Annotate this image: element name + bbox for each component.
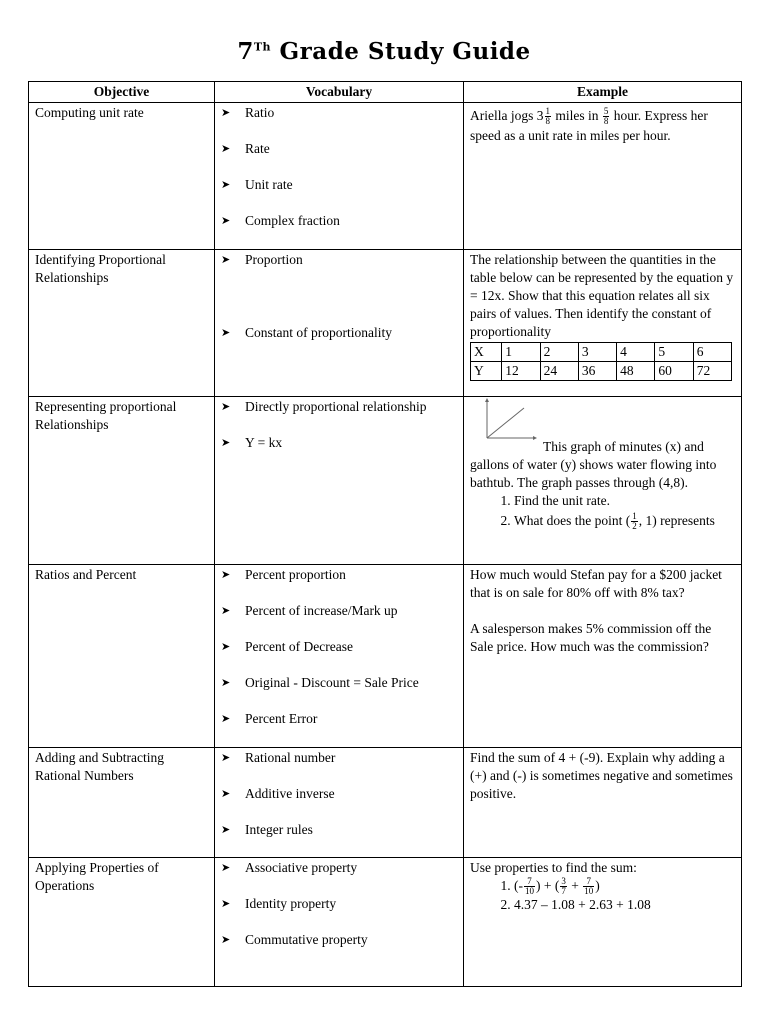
table-row (29, 250, 742, 397)
table-cell: 1 (502, 343, 540, 362)
objective-cell: Ratios and Percent (29, 565, 215, 748)
table-cell: 36 (578, 362, 616, 381)
header-row (29, 82, 742, 103)
vocab-item: ➤ Constant of proportionality (221, 324, 457, 342)
page-title: 7Th Grade Study Guide (237, 38, 531, 65)
question-item: 2. What does the point ( $\frac{1}{2}$ , 1) represents (514, 512, 735, 531)
y-row (471, 362, 732, 381)
table-row (29, 397, 742, 565)
example-header: Example (464, 82, 742, 103)
vocab-item: ➤ Directly proportional relationship (221, 398, 457, 416)
table-cell: 60 (655, 362, 693, 381)
table-cell: 3 (578, 343, 616, 362)
example-text: Use properties to find the sum: (470, 860, 637, 875)
fraction: $\frac{7}{10}$ (525, 876, 534, 897)
x-row (471, 343, 732, 362)
vocab-item: ➤ Original - Discount = Sale Price (221, 674, 457, 692)
vocab-item: ➤ Rational number (221, 749, 457, 767)
vocabulary-cell (215, 565, 464, 748)
objective-cell: Adding and Subtracting Rational Numbers (29, 748, 215, 858)
fraction: $\frac{1}{8}$ (545, 106, 550, 127)
vocab-item: ➤ Rate (221, 140, 457, 158)
problem-item: 2. 4.37 – 1.08 + 2.63 + 1.08 (514, 896, 735, 914)
objective-header: Objective (29, 82, 215, 103)
vocab-item: ➤ Proportion (221, 251, 457, 269)
example-cell: Ariella jogs 3 $\frac{1}{8}$ miles in $\frac{5}{8}$ hour. Express her speed as a unit rate in miles per hour. (464, 103, 742, 250)
vocab-item: ➤ Complex fraction (221, 212, 457, 230)
vocabulary-cell (215, 103, 464, 250)
vocabulary-cell (215, 250, 464, 397)
example-text: This graph of minutes (x) and gallons of water (y) shows water flowing into bathtub. The graph passes through (4,8). (470, 439, 717, 490)
vocab-item: ➤ Ratio (221, 104, 457, 122)
table-cell: Y (471, 362, 502, 381)
problem-list (470, 877, 735, 914)
vocab-item: ➤ Percent of Decrease (221, 638, 457, 656)
vocab-item: ➤ Integer rules (221, 821, 457, 839)
example-text: The relationship between the quantities in the table below can be represented by the equation y = 12x. Show that this equation relates all six pairs of values. Then identify the constant of proportionality (470, 252, 734, 339)
table-row (29, 103, 742, 250)
vocab-item: ➤ Additive inverse (221, 785, 457, 803)
objective-cell: Computing unit rate (29, 103, 215, 250)
table-cell: 72 (693, 362, 731, 381)
table-cell: X (471, 343, 502, 362)
example-cell: Find the sum of 4 + (-9). Explain why adding a (+) and (-) is sometimes negative and sometimes positive. (464, 748, 742, 858)
fraction: $\frac{1}{2}$ (632, 511, 637, 532)
table-cell: 48 (617, 362, 655, 381)
objective-cell: Identifying Proportional Relationships (29, 250, 215, 397)
vocab-item: ➤ Percent proportion (221, 566, 457, 584)
table-cell: 4 (617, 343, 655, 362)
table-row (29, 565, 742, 748)
table-cell: 6 (693, 343, 731, 362)
table-cell: 12 (502, 362, 540, 381)
fraction: $\frac{7}{10}$ (584, 876, 594, 897)
example-cell (464, 565, 742, 748)
objective-cell: Representing proportional Relationships (29, 397, 215, 565)
vocabulary-cell (215, 748, 464, 858)
table-row (29, 748, 742, 858)
vocab-item: ➤ Percent of increase/Mark up (221, 602, 457, 620)
vocab-item: ➤ Identity property (221, 895, 457, 913)
vocab-item: ➤ Percent Error (221, 710, 457, 728)
question-item: 1. Find the unit rate. (514, 492, 735, 510)
fraction: $\frac{3}{7}$ (561, 876, 566, 897)
vocab-item: ➤ Y = kx (221, 434, 457, 452)
vocab-item: ➤ Unit rate (221, 176, 457, 194)
graph-icon (484, 398, 538, 440)
study-guide-table (28, 81, 742, 987)
table-cell: 24 (540, 362, 578, 381)
problem-item: 1. (- $\frac{7}{10}$ ) + ( $\frac{3}{7}$ + $\frac{7}{10}$ ) (514, 877, 735, 896)
table-row (29, 858, 742, 987)
question-list (470, 492, 735, 531)
example-cell (464, 858, 742, 987)
fraction: $\frac{5}{8}$ (603, 106, 609, 127)
xy-values-table (470, 342, 732, 381)
vocab-item: ➤ Commutative property (221, 931, 457, 949)
vocabulary-header: Vocabulary (215, 82, 464, 103)
example-cell (464, 250, 742, 397)
table-cell: 5 (655, 343, 693, 362)
table-cell: 2 (540, 343, 578, 362)
vocabulary-cell (215, 397, 464, 565)
vocab-item: ➤ Associative property (221, 859, 457, 877)
example-text: A salesperson makes 5% commission off the Sale price. How much was the commission? (470, 621, 712, 654)
objective-cell: Applying Properties of Operations (29, 858, 215, 987)
vocabulary-cell (215, 858, 464, 987)
example-text: How much would Stefan pay for a $200 jacket that is on sale for 80% off with 8% tax? (470, 567, 722, 600)
example-cell (464, 397, 742, 565)
